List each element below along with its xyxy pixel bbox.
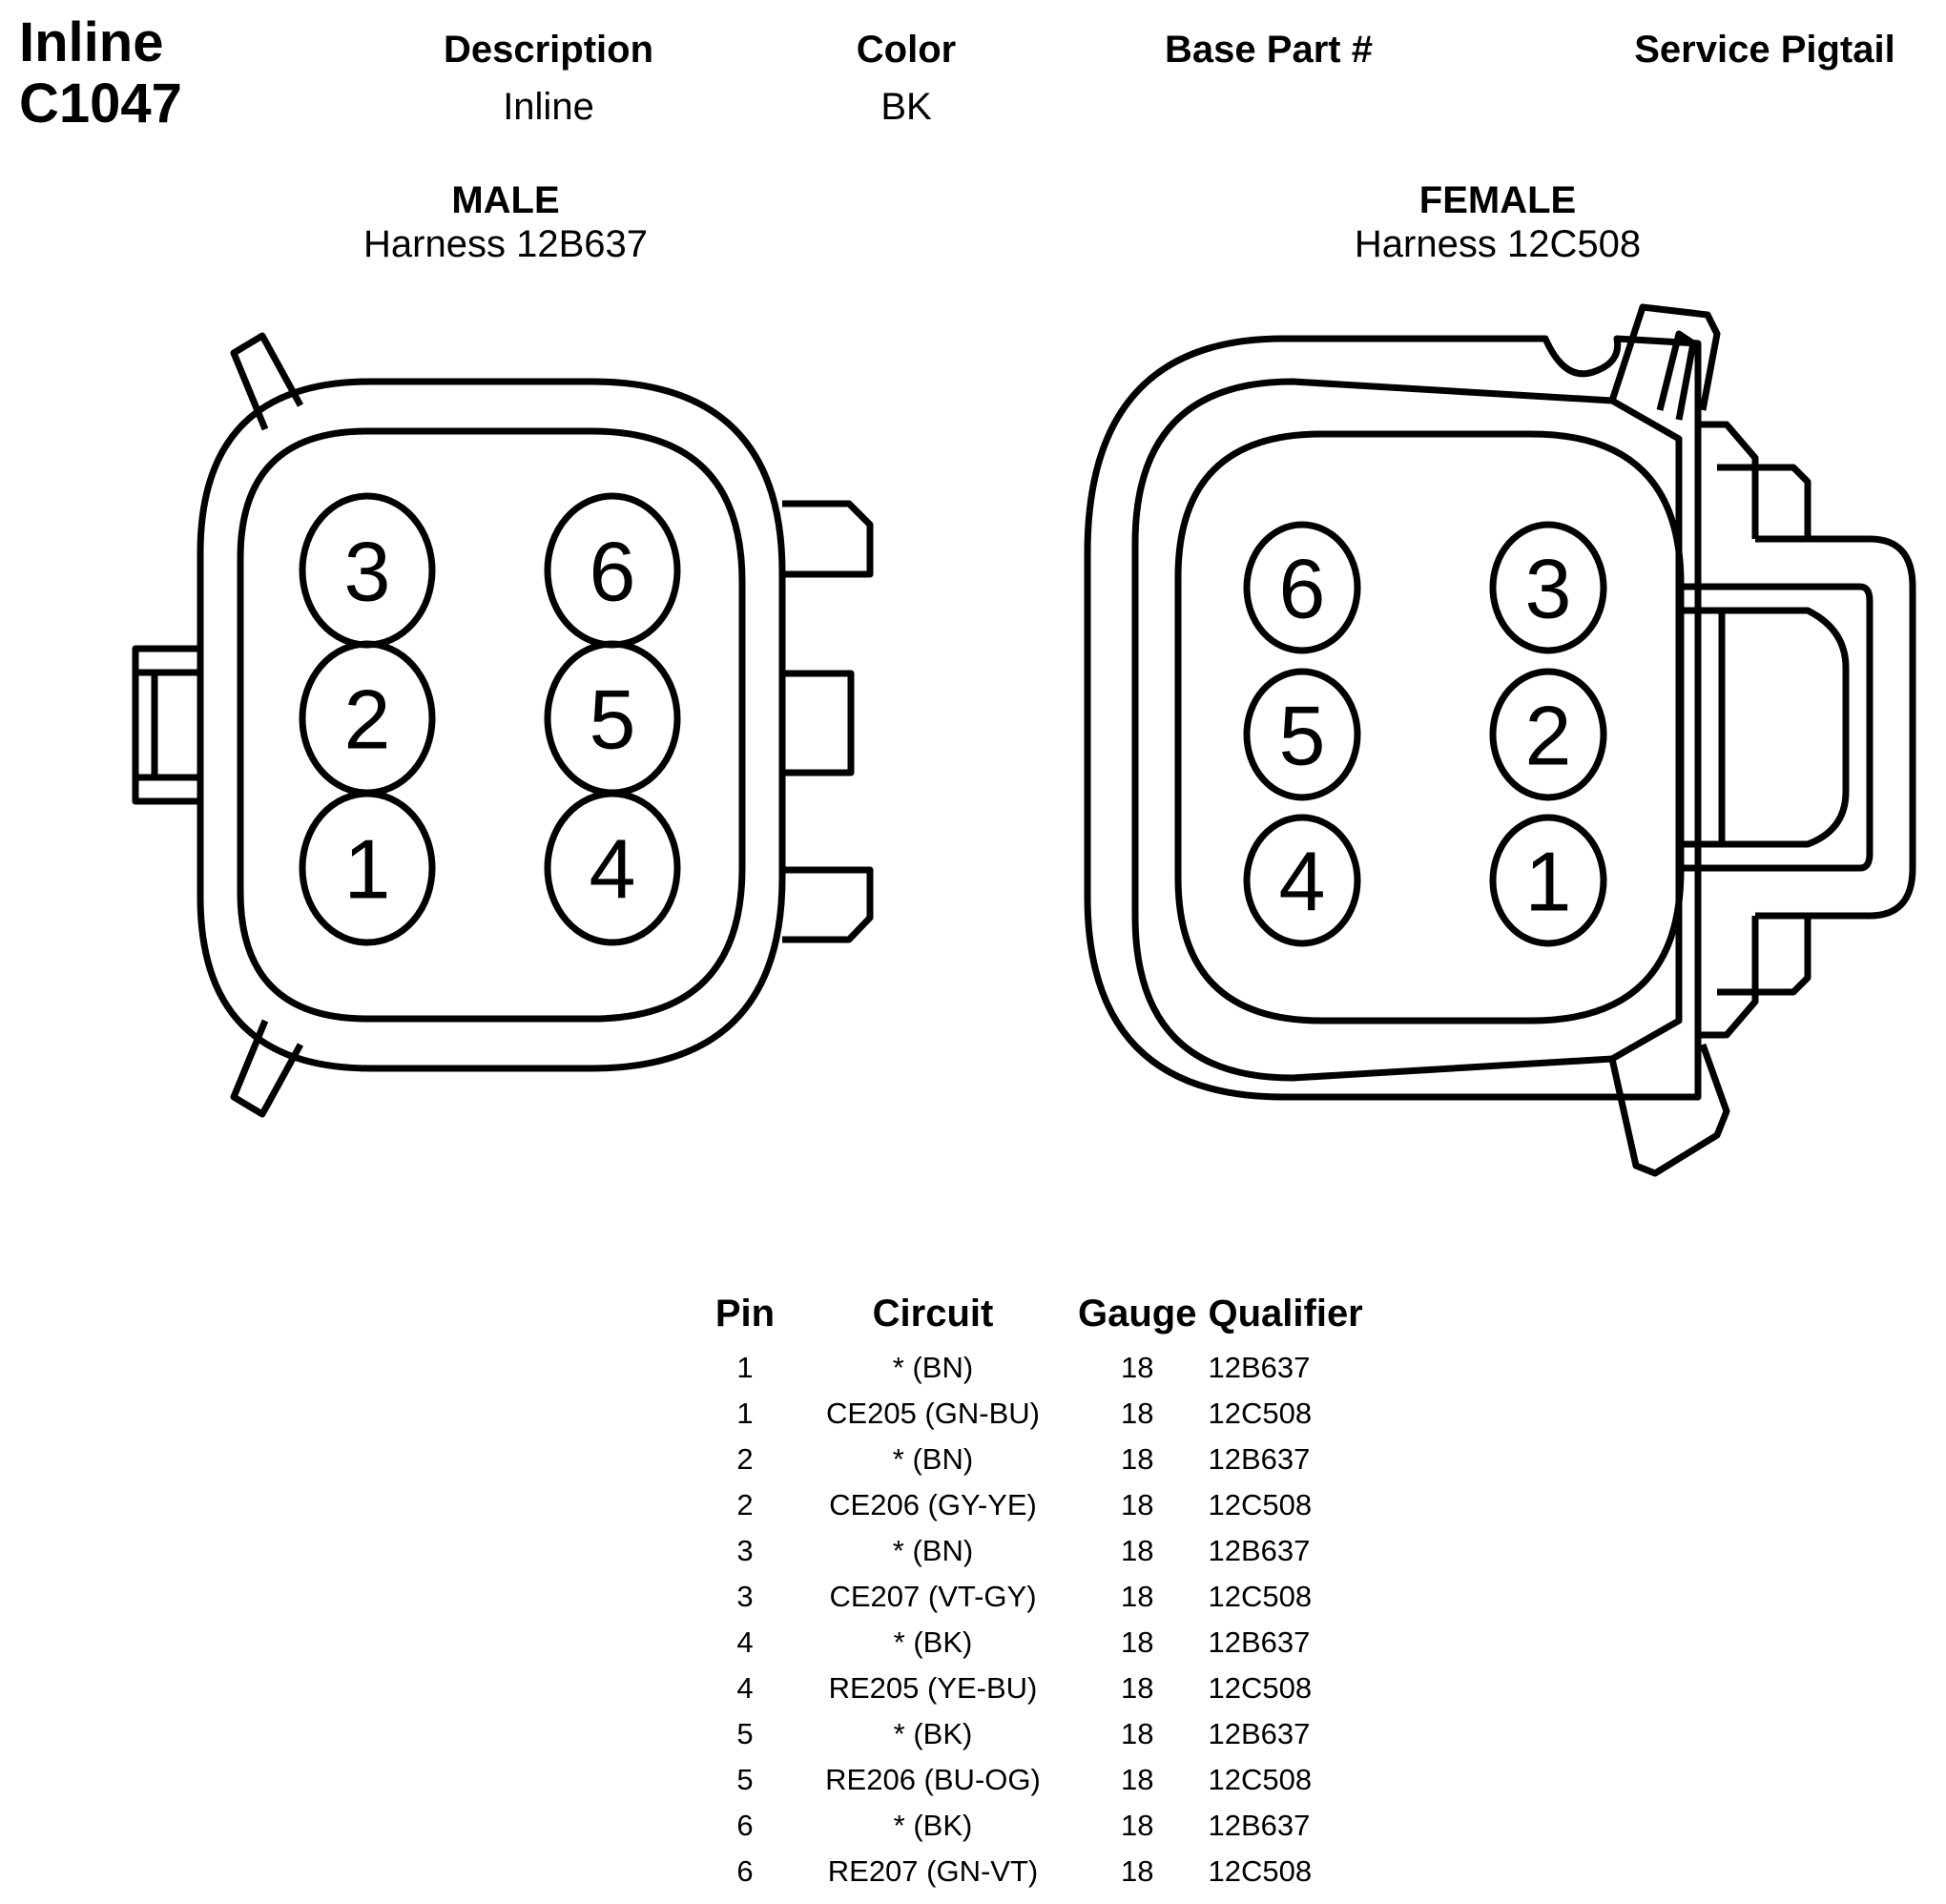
gauge-cell: 18 <box>1121 1442 1154 1476</box>
table-row <box>696 1574 1404 1620</box>
qualifier-cell: 12B637 <box>1208 1625 1311 1659</box>
qualifier-cell: 12B637 <box>1208 1809 1311 1842</box>
female-pin-number: 4 <box>1278 834 1326 929</box>
qualifier-cell: 12B637 <box>1208 1442 1311 1476</box>
qualifier-cell: 12B637 <box>1208 1534 1311 1567</box>
female-label: FEMALE <box>1418 179 1577 221</box>
gauge-cell: 18 <box>1121 1763 1154 1796</box>
circuit-cell: * (BK) <box>893 1717 973 1750</box>
table-row <box>696 1666 1404 1711</box>
circuit-cell: RE206 (BU-OG) <box>825 1763 1041 1796</box>
gauge-cell: 18 <box>1121 1351 1154 1384</box>
female-pin-number: 6 <box>1278 541 1326 636</box>
qualifier-cell: 12B637 <box>1208 1351 1311 1384</box>
pin-cell: 4 <box>736 1625 754 1659</box>
pin-cell: 2 <box>736 1442 754 1476</box>
qualifier-cell: 12C508 <box>1208 1763 1313 1796</box>
qualifier-column-header: Qualifier <box>1208 1293 1363 1335</box>
pin-cell: 3 <box>736 1534 754 1567</box>
connector-type-title: Inline <box>19 11 164 73</box>
table-row <box>696 1803 1404 1849</box>
male-pin-number: 1 <box>343 821 391 917</box>
qualifier-cell: 12C508 <box>1208 1671 1313 1705</box>
table-row <box>696 1437 1404 1482</box>
circuit-column-header: Circuit <box>872 1293 994 1335</box>
female-right-peg-bottom <box>1698 916 1755 1035</box>
table-row <box>696 1849 1404 1894</box>
circuit-cell: CE207 (VT-GY) <box>829 1580 1037 1613</box>
pin-cell: 6 <box>736 1809 754 1842</box>
gauge-cell: 18 <box>1121 1397 1154 1430</box>
qualifier-cell: 12C508 <box>1208 1397 1313 1430</box>
table-row <box>696 1711 1404 1757</box>
male-pin-number: 2 <box>343 672 391 767</box>
female-pin-number: 3 <box>1524 541 1572 636</box>
pin-cell: 1 <box>736 1351 754 1384</box>
female-pin-number: 5 <box>1278 688 1326 783</box>
gauge-cell: 18 <box>1121 1854 1154 1888</box>
gauge-cell: 18 <box>1121 1580 1154 1613</box>
female-pin-number: 2 <box>1524 688 1572 783</box>
table-row <box>696 1620 1404 1666</box>
gauge-cell: 18 <box>1121 1625 1154 1659</box>
color-value: BK <box>880 86 932 128</box>
circuit-cell: * (BK) <box>893 1625 973 1659</box>
connector-id-title: C1047 <box>19 72 182 135</box>
pin-cell: 4 <box>736 1671 754 1705</box>
female-harness-label: Harness 12C508 <box>1354 223 1642 265</box>
gauge-column-header: Gauge <box>1078 1293 1197 1335</box>
table-row <box>696 1391 1404 1437</box>
table-row <box>696 1482 1404 1528</box>
circuit-cell: * (BN) <box>892 1351 974 1384</box>
pin-column-header: Pin <box>714 1293 776 1335</box>
pin-cell: 1 <box>736 1397 754 1430</box>
pin-cell: 3 <box>736 1580 754 1613</box>
service-pigtail-header: Service Pigtail <box>1634 29 1895 71</box>
male-label: MALE <box>451 179 560 221</box>
gauge-cell: 18 <box>1121 1488 1154 1521</box>
description-header: Description <box>443 29 654 71</box>
table-row <box>696 1345 1404 1391</box>
female-pin-number: 1 <box>1524 834 1572 929</box>
circuit-cell: RE207 (GN-VT) <box>827 1854 1039 1888</box>
female-latch-bottom <box>1612 1045 1727 1173</box>
pin-cell: 5 <box>736 1763 754 1796</box>
qualifier-cell: 12C508 <box>1208 1580 1313 1613</box>
gauge-cell: 18 <box>1121 1809 1154 1842</box>
male-pin-number: 4 <box>589 821 636 917</box>
circuit-cell: RE205 (YE-BU) <box>828 1671 1038 1705</box>
qualifier-cell: 12C508 <box>1208 1854 1313 1888</box>
male-harness-label: Harness 12B637 <box>363 223 648 265</box>
pin-cell: 2 <box>736 1488 754 1521</box>
circuit-cell: * (BK) <box>893 1809 973 1842</box>
description-value: Inline <box>503 86 594 128</box>
female-lock-housing <box>1755 539 1913 916</box>
male-pin-number: 5 <box>589 672 636 767</box>
pin-table-header-row <box>696 1293 1404 1345</box>
female-middle-shell <box>1135 382 1679 1078</box>
gauge-cell: 18 <box>1121 1717 1154 1750</box>
male-pin-number: 3 <box>343 524 391 619</box>
male-pin-number: 6 <box>589 524 636 619</box>
circuit-cell: * (BN) <box>892 1534 974 1567</box>
base-part-header: Base Part # <box>1165 29 1373 71</box>
gauge-cell: 18 <box>1121 1671 1154 1705</box>
table-row <box>696 1757 1404 1803</box>
color-header: Color <box>856 29 957 71</box>
table-row <box>696 1528 1404 1574</box>
gauge-cell: 18 <box>1121 1534 1154 1567</box>
qualifier-cell: 12C508 <box>1208 1488 1313 1521</box>
pin-cell: 5 <box>736 1717 754 1750</box>
qualifier-cell: 12B637 <box>1208 1717 1311 1750</box>
circuit-cell: * (BN) <box>892 1442 974 1476</box>
female-right-peg-top <box>1698 424 1755 539</box>
pin-cell: 6 <box>736 1854 754 1888</box>
circuit-cell: CE206 (GY-YE) <box>829 1488 1037 1521</box>
circuit-cell: CE205 (GN-BU) <box>826 1397 1040 1430</box>
pin-table <box>696 1293 1404 1894</box>
